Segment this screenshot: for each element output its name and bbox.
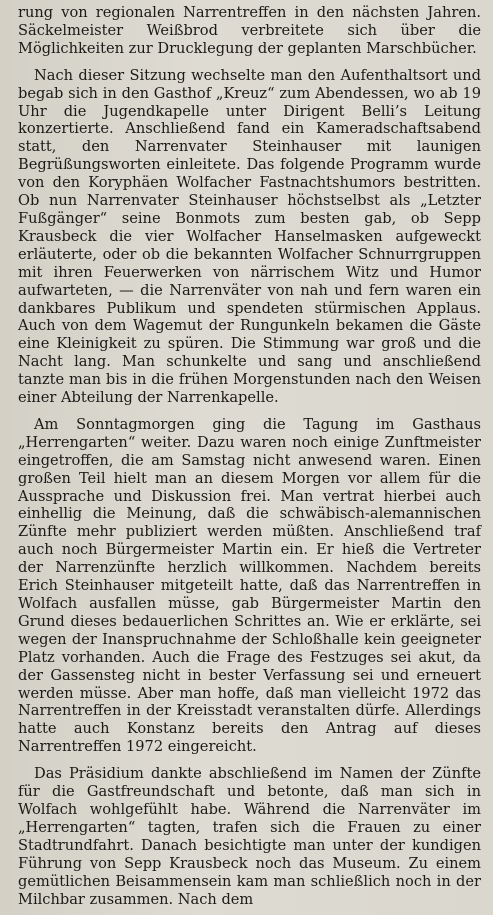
paragraph-gap [18, 756, 481, 765]
paragraph-2: Nach dieser Sitzung wechselte man den Aufenthaltsort und begab sich in den Gasthof „Kreuz“ zum Abendessen, wo ab 19 Uhr die Jugendkapelle unter Dirigent Belli’s Leitung konzertierte. Anschließend fand ein Kameradschaftsabend statt, den Narrenvater Steinhauser mit launigen Begrüßungsworten einleitete. Das folgende Programm wurde von den Koryphäen Wolfacher Fastnachtshumors bestritten. Ob nun Narrenvater Steinhauser höchstselbst als „Letzter Fußgänger“ seine Bonmots zum besten gab, ob Sepp Krausbeck die vier Wolfacher Hanselmasken aufgeweckt erläuterte, oder ob die bekannten Wolfacher Schnurrgruppen mit ihren Feuerwerken von närrischem Witz und Humor aufwarteten, — die Narrenväter von nah und fern waren ein dankbares Publikum und spendeten stürmischen Applaus. Auch von dem Wagemut der Rungunkeln bekamen die Gäste eine Kleinigkeit zu spüren. Die Stimmung war groß und die Nacht lang. Man schunkelte und sang und anschließend tanzte man bis in die frühen Morgenstunden nach den Weisen einer Abteilung der Narrenkapelle. [18, 66, 481, 407]
paragraph-gap [18, 407, 481, 416]
paragraph-1: rung von regionalen Narrentreffen in den nächsten Jahren. Säckelmeister Weißbrod verbreitete sich über die Möglichkeiten zur Drucklegung der geplanten Marschbücher. [18, 4, 481, 57]
paragraph-3: Am Sonntagmorgen ging die Tagung im Gasthaus „Herrengarten“ weiter. Dazu waren noch einige Zunftmeister eingetroffen, die am Samstag nicht anwesend waren. Einen großen Teil hielt man an diesem Morgen vor allem für die Aussprache und Diskussion frei. Man vertrat hierbei auch einhellig die Meinung, daß die schwäbisch-alemannischen Zünfte mehr publiziert werden müßten. Anschließend traf auch noch Bürgermeister Martin ein. Er hieß die Vertreter der Narrenzünfte herzlich willkommen. Nachdem bereits Erich Steinhauser mitgeteilt hatte, daß das Narrentreffen in Wolfach ausfallen müsse, gab Bürgermeister Martin den Grund dieses bedauerlichen Schrittes an. Wie er erklärte, sei wegen der Inanspruchnahme der Schloßhalle kein geeigneter Platz vorhanden. Auch die Frage des Festzuges sei akut, da der Gassensteg nicht in bester Verfassung sei und erneuert werden müsse. Aber man hoffe, daß man vielleicht 1972 das Narrentreffen in der Kreisstadt veranstalten dürfe. Allerdings hatte auch Konstanz bereits den Antrag auf dieses Narrentreffen 1972 eingereicht. [18, 415, 481, 756]
paragraph-gap [18, 58, 481, 67]
paragraph-4: Das Präsidium dankte abschließend im Namen der Zünfte für die Gastfreundschaft und betonte, daß man sich in Wolfach wohlgefühlt habe. Während die Narrenväter im „Herrengarten“ tagten, trafen sich die Frauen zu einer Stadtrundfahrt. Danach besichtigte man unter der kundigen Führung von Sepp Krausbeck noch das Museum. Zu einem gemütlichen Beisammensein kam man schließlich noch in der Milchbar zusammen. Nach dem [18, 765, 481, 908]
